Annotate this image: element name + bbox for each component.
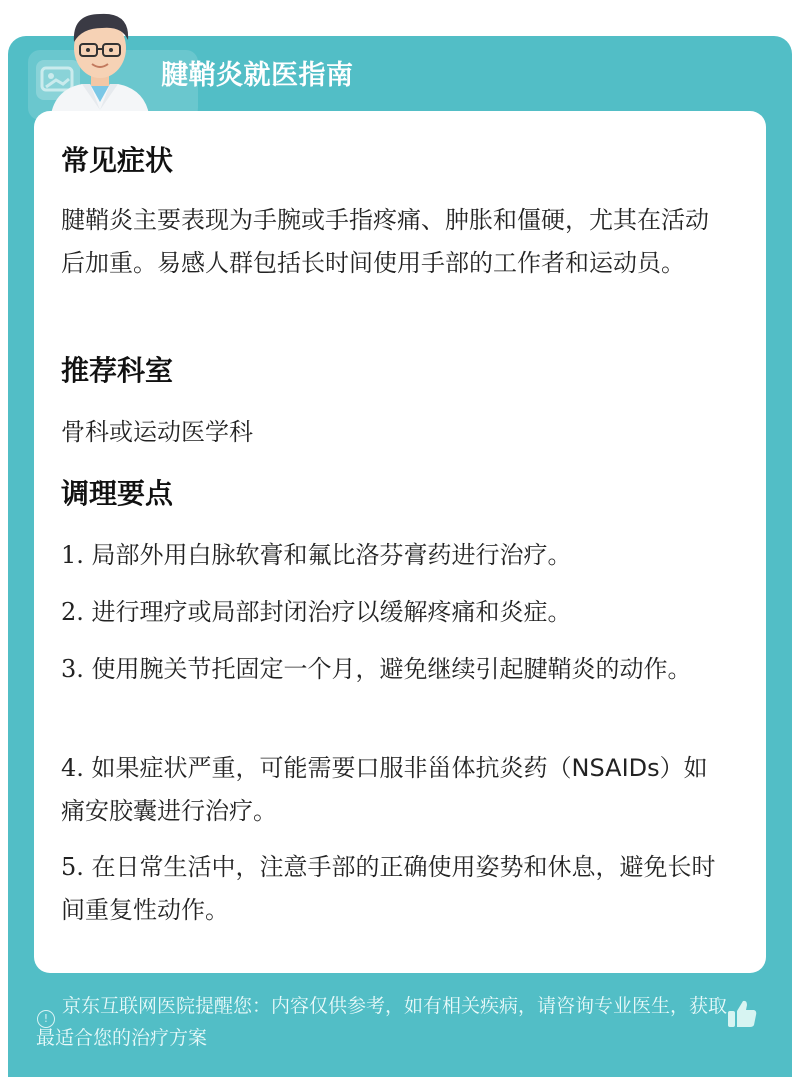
care-item-number: 4. [61, 754, 84, 782]
thumbs-up-icon[interactable] [724, 996, 760, 1032]
disclaimer-text: 京东互联网医院提醒您：内容仅供参考，如有相关疾病，请咨询专业医生，获取最适合您的治疗方案 [36, 995, 728, 1049]
care-item-text: 使用腕关节托固定一个月，避免继续引起腱鞘炎的动作。 [91, 655, 692, 683]
care-item-number: 5. [61, 853, 84, 881]
department-text: 骨科或运动医学科 [61, 418, 253, 446]
doctor-avatar [42, 6, 158, 122]
content-card [34, 111, 766, 973]
care-item-number: 3. [61, 655, 84, 683]
page-title: 腱鞘炎就医指南 [161, 60, 354, 91]
care-item-3 [61, 648, 726, 691]
footer-disclaimer [36, 990, 736, 1054]
care-item-number: 1. [61, 541, 84, 569]
section-title-symptoms: 常见症状 [61, 144, 174, 177]
care-item-text: 局部外用白脉软膏和氟比洛芬膏药进行治疗。 [91, 541, 572, 569]
care-item-2 [61, 591, 726, 634]
care-item-text: 在日常生活中，注意手部的正确使用姿势和休息，避免长时间重复性动作。 [61, 853, 716, 924]
section-title-department: 推荐科室 [61, 354, 174, 387]
care-item-number: 2. [61, 598, 84, 626]
symptoms-text: 腱鞘炎主要表现为手腕或手指疼痛、肿胀和僵硬，尤其在活动后加重。易感人群包括长时间使用手部的工作者和运动员。 [61, 206, 709, 277]
care-item-4 [61, 747, 726, 833]
care-item-text: 进行理疗或局部封闭治疗以缓解疼痛和炎症。 [91, 598, 572, 626]
info-icon: ! [37, 1010, 55, 1028]
care-item-5 [61, 846, 726, 932]
section-title-care: 调理要点 [61, 477, 174, 510]
care-item-1 [61, 534, 726, 577]
care-item-text: 如果症状严重，可能需要口服非甾体抗炎药（NSAIDs）如痛安胶囊进行治疗。 [61, 754, 708, 825]
